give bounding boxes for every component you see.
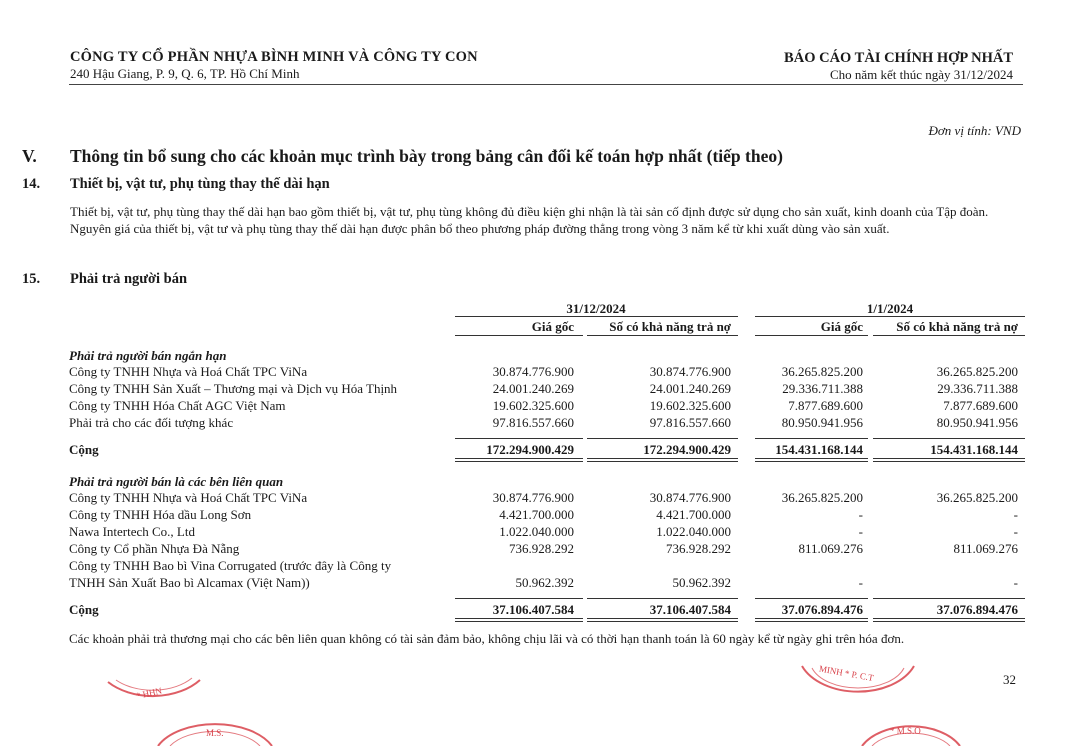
subtotal-rule [455, 598, 583, 599]
col-header-cost-2: Giá gốc [820, 319, 863, 334]
related-party-note: Các khoản phải trả thương mại cho các bên liên quan không có tài sản đảm bảo, không chịu lãi và có thời hạn thanh toán là 60 ngày kể từ ngày ghi trên hóa đơn. [69, 631, 905, 646]
stamp-partial-bottom-left [150, 712, 280, 746]
row-value: 29.336.711.388 [937, 381, 1018, 396]
row-value: 80.950.941.956 [781, 415, 863, 430]
table-row [0, 575, 1072, 592]
subtotal-rule [587, 438, 738, 439]
row-value: - [858, 507, 863, 522]
table-row [0, 541, 1072, 558]
total-rule [873, 621, 1025, 622]
page-number: 32 [1003, 672, 1016, 687]
row-value: 36.265.825.200 [781, 490, 863, 505]
row-value: 811.069.276 [798, 541, 863, 556]
row-label: TNHH Sản Xuất Bao bì Alcamax (Việt Nam)) [69, 575, 310, 590]
row-value: 36.265.825.200 [936, 490, 1018, 505]
row-label: Phải trả cho các đối tượng khác [69, 415, 234, 430]
table-row [0, 364, 1072, 381]
subsection-14-paragraph: Thiết bị, vật tư, phụ tùng thay thế dài hạn bao gồm thiết bị, vật tư, phụ tùng không đủ điều kiện ghi nhận là tài sản cố định được sử dụng cho sản xuất, kinh doanh của Tập đoàn. Nguyên giá của thiết bị, vật tư và phụ tùng thay thế dài hạn được phân bổ theo phương pháp đường thẳng trong vòng 3 năm kể từ khi xuất dùng vào sản xuất. [70, 204, 989, 236]
row-value: 4.421.700.000 [656, 507, 731, 522]
total-value: 154.431.168.144 [930, 442, 1018, 457]
subsection-15-title: Phải trả người bán [70, 271, 188, 287]
row-label: Công ty TNHH Hóa Chất AGC Việt Nam [69, 398, 286, 413]
row-value: 29.336.711.388 [782, 381, 863, 396]
row-value: 50.962.392 [515, 575, 574, 590]
row-value: 19.602.325.600 [649, 398, 731, 413]
row-label: Công ty TNHH Nhựa và Hoá Chất TPC ViNa [69, 364, 308, 379]
total-value: 154.431.168.144 [775, 442, 863, 457]
total-rule [873, 618, 1025, 619]
row-value: 7.877.689.600 [943, 398, 1018, 413]
table-row [0, 507, 1072, 524]
total-value: 37.076.894.476 [936, 602, 1018, 617]
svg-text:* HHN: * HHN [135, 685, 163, 701]
row-value: 24.001.240.269 [492, 381, 574, 396]
row-label: Nawa Intertech Co., Ltd [69, 524, 195, 539]
table-row [0, 398, 1072, 415]
report-period: Cho năm kết thúc ngày 31/12/2024 [829, 67, 1013, 82]
row-value: 50.962.392 [672, 575, 731, 590]
table-row [0, 381, 1072, 398]
table-row [0, 490, 1072, 507]
col-header-rule [755, 335, 868, 336]
col-header-payable-2: Số có khả năng trả nợ [896, 319, 1018, 334]
row-value: 811.069.276 [953, 541, 1018, 556]
row-value: - [1013, 524, 1018, 539]
subsection-14-title: Thiết bị, vật tư, phụ tùng thay thế dài hạn [70, 176, 330, 192]
table-row [0, 524, 1072, 541]
subtotal-rule [455, 438, 583, 439]
total-rule [873, 458, 1025, 459]
total-rule [755, 458, 868, 459]
total-rule [587, 458, 738, 459]
total-rule [587, 461, 738, 462]
total-label: Cộng [69, 442, 99, 457]
col-header-rule [455, 335, 583, 336]
stamp-partial-right [796, 656, 920, 706]
svg-text:* M.S.O: * M.S.O [890, 726, 921, 736]
row-label: Công ty TNHH Nhựa và Hoá Chất TPC ViNa [69, 490, 308, 505]
total-rule [455, 458, 583, 459]
total-value: 172.294.900.429 [643, 442, 731, 457]
total-rule [873, 461, 1025, 462]
section-title: Thông tin bổ sung cho các khoản mục trình bày trong bảng cân đối kế toán hợp nhất (tiếp theo) [70, 146, 783, 166]
table-row [0, 558, 1072, 575]
total-value: 172.294.900.429 [486, 442, 574, 457]
subsection-15-number: 15. [22, 271, 41, 287]
total-rule [755, 618, 868, 619]
row-value: 4.421.700.000 [499, 507, 574, 522]
total-row [0, 602, 1072, 619]
row-value: 1.022.040.000 [499, 524, 574, 539]
row-value: 1.022.040.000 [656, 524, 731, 539]
total-rule [455, 618, 583, 619]
row-label: Công ty TNHH Bao bì Vina Corrugated (trước đây là Công ty [69, 558, 392, 573]
row-value: - [858, 524, 863, 539]
col-group-2024: 31/12/2024 [566, 301, 626, 316]
section-number: V. [22, 146, 37, 166]
svg-text:MINH * P. C.T: MINH * P. C.T [818, 663, 875, 683]
row-value: - [858, 575, 863, 590]
row-value: 30.874.776.900 [492, 364, 574, 379]
total-value: 37.106.407.584 [649, 602, 731, 617]
total-rule [587, 618, 738, 619]
total-rule [755, 461, 868, 462]
total-rule [587, 621, 738, 622]
row-value: 97.816.557.660 [492, 415, 574, 430]
related-heading: Phải trả người bán là các bên liên quan [69, 474, 284, 489]
subtotal-rule [755, 438, 868, 439]
col-header-rule [873, 335, 1025, 336]
row-value: 30.874.776.900 [649, 490, 731, 505]
subtotal-rule [755, 598, 868, 599]
total-rule [455, 621, 583, 622]
total-label: Cộng [69, 602, 99, 617]
company-address: 240 Hậu Giang, P. 9, Q. 6, TP. Hồ Chí Minh [70, 66, 300, 81]
subsection-14-number: 14. [22, 176, 41, 192]
row-value: 80.950.941.956 [936, 415, 1018, 430]
row-value: 736.928.292 [666, 541, 731, 556]
row-label: Công ty Cổ phần Nhựa Đà Nẵng [69, 541, 240, 556]
total-value: 37.106.407.584 [492, 602, 574, 617]
col-group-2024-rule [455, 316, 738, 317]
report-title: BÁO CÁO TÀI CHÍNH HỢP NHẤT [784, 50, 1013, 66]
col-header-payable-1: Số có khả năng trả nợ [609, 319, 731, 334]
row-value: 97.816.557.660 [649, 415, 731, 430]
row-value: 19.602.325.600 [492, 398, 574, 413]
row-value: 36.265.825.200 [936, 364, 1018, 379]
col-header-rule [587, 335, 738, 336]
table-row [0, 415, 1072, 432]
stamp-partial-bottom-right [856, 712, 966, 746]
row-label: Công ty TNHH Sản Xuất – Thương mại và Dịch vụ Hóa Thịnh [69, 381, 398, 396]
row-value: 30.874.776.900 [492, 490, 574, 505]
row-value: 7.877.689.600 [788, 398, 863, 413]
svg-text:M.S.: M.S. [206, 728, 224, 738]
company-name: CÔNG TY CỔ PHẦN NHỰA BÌNH MINH VÀ CÔNG TY CON [70, 49, 478, 65]
col-group-2023-rule [755, 316, 1025, 317]
subtotal-rule [873, 598, 1025, 599]
short-term-heading: Phải trả người bán ngắn hạn [69, 348, 227, 363]
row-label: Công ty TNHH Hóa dầu Long Sơn [69, 507, 252, 522]
header-divider [69, 84, 1023, 85]
row-value: 736.928.292 [509, 541, 574, 556]
subtotal-rule [587, 598, 738, 599]
total-row [0, 442, 1072, 459]
stamp-partial-left [100, 660, 210, 720]
subtotal-rule [873, 438, 1025, 439]
row-value: 30.874.776.900 [649, 364, 731, 379]
col-group-2023: 1/1/2024 [866, 301, 914, 316]
row-value: 36.265.825.200 [781, 364, 863, 379]
col-header-cost-1: Giá gốc [531, 319, 574, 334]
row-value: - [1013, 575, 1018, 590]
total-value: 37.076.894.476 [781, 602, 863, 617]
currency-unit: Đơn vị tính: VND [928, 123, 1021, 138]
total-rule [455, 461, 583, 462]
total-rule [755, 621, 868, 622]
row-value: - [1013, 507, 1018, 522]
row-value: 24.001.240.269 [649, 381, 731, 396]
